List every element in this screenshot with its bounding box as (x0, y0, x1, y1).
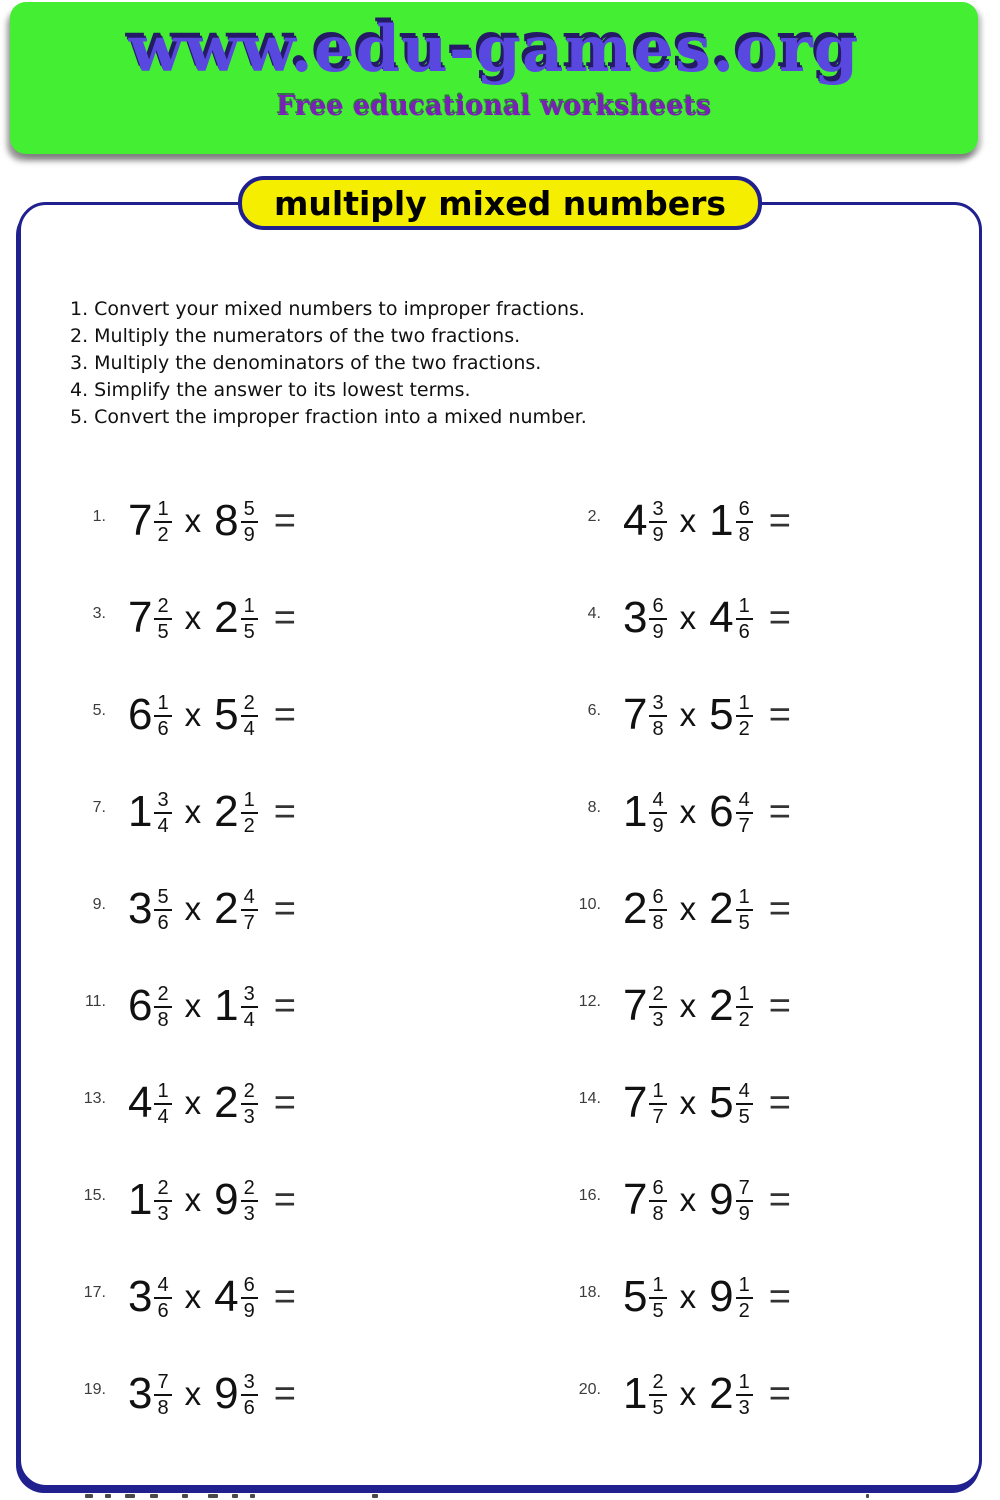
equals-sign: = (273, 790, 296, 833)
denominator-1: 5 (652, 1299, 664, 1322)
fraction-2 (736, 790, 753, 836)
numerator-1: 2 (154, 1178, 171, 1202)
whole-number-1: 2 (623, 883, 648, 933)
equals-sign: = (273, 596, 296, 639)
site-title: www.edu-games.org (128, 12, 860, 87)
numerator-1: 4 (649, 790, 666, 814)
multiply-operator: x (679, 599, 697, 636)
numerator-2: 6 (241, 1275, 258, 1299)
denominator-2: 4 (243, 1008, 255, 1031)
denominator-2: 9 (243, 523, 255, 546)
fraction-1 (649, 596, 666, 642)
fraction-2 (736, 596, 753, 642)
multiply-operator: x (184, 1084, 202, 1121)
denominator-1: 9 (652, 620, 664, 643)
numerator-1: 5 (154, 887, 171, 911)
problem-number: 12. (578, 992, 601, 1010)
multiply-operator: x (679, 696, 697, 733)
fraction-2 (736, 984, 753, 1030)
problem-expression (128, 786, 296, 837)
problem-number: 3. (92, 604, 106, 622)
numerator-1: 1 (649, 1275, 666, 1299)
denominator-1: 8 (652, 1202, 664, 1225)
fraction-1 (649, 1275, 666, 1321)
fraction-2 (241, 1372, 258, 1418)
fraction-2 (241, 887, 258, 933)
fraction-1 (154, 984, 171, 1030)
denominator-2: 3 (243, 1105, 255, 1128)
multiply-operator: x (184, 890, 202, 927)
denominator-1: 2 (157, 523, 169, 546)
problem-number: 20. (578, 1380, 601, 1398)
problem-row (60, 1054, 515, 1151)
whole-number-2: 6 (709, 786, 734, 836)
numerator-2: 1 (241, 596, 258, 620)
denominator-1: 8 (157, 1396, 169, 1419)
fraction-1 (154, 596, 171, 642)
denominator-2: 3 (738, 1396, 750, 1419)
problem-number: 2. (587, 507, 601, 525)
problem-number: 13. (83, 1089, 106, 1107)
numerator-2: 1 (736, 596, 753, 620)
problem-number: 16. (578, 1186, 601, 1204)
numerator-1: 1 (649, 1081, 666, 1105)
whole-number-1: 4 (623, 495, 648, 545)
whole-number-1: 1 (128, 786, 153, 836)
problem-expression (623, 689, 791, 740)
problem-number: 4. (587, 604, 601, 622)
whole-number-1: 7 (623, 980, 648, 1030)
denominator-1: 4 (157, 1105, 169, 1128)
numerator-2: 6 (736, 499, 753, 523)
fraction-2 (241, 1178, 258, 1224)
fraction-2 (241, 1081, 258, 1127)
instruction-step: 5. Convert the improper fraction into a mixed number. (70, 406, 587, 428)
whole-number-2: 4 (709, 592, 734, 642)
whole-number-1: 3 (128, 883, 153, 933)
problem-row (60, 860, 515, 957)
problem-row (515, 472, 950, 569)
footer-cropped-text (0, 1493, 1000, 1500)
fraction-1 (154, 1275, 171, 1321)
whole-number-2: 9 (709, 1174, 734, 1224)
whole-number-1: 3 (128, 1271, 153, 1321)
whole-number-1: 3 (623, 592, 648, 642)
problem-row (515, 1248, 950, 1345)
denominator-1: 3 (157, 1202, 169, 1225)
problem-row (60, 763, 515, 860)
numerator-2: 3 (241, 1372, 258, 1396)
numerator-2: 1 (736, 984, 753, 1008)
denominator-2: 2 (738, 1008, 750, 1031)
denominator-1: 9 (652, 523, 664, 546)
denominator-2: 7 (243, 911, 255, 934)
multiply-operator: x (679, 1278, 697, 1315)
equals-sign: = (273, 984, 296, 1027)
fraction-1 (649, 984, 666, 1030)
fraction-2 (241, 596, 258, 642)
equals-sign: = (768, 596, 791, 639)
whole-number-1: 7 (128, 592, 153, 642)
fraction-1 (649, 887, 666, 933)
fraction-1 (154, 1178, 171, 1224)
problem-expression (623, 883, 791, 934)
whole-number-2: 2 (709, 883, 734, 933)
multiply-operator: x (184, 987, 202, 1024)
multiply-operator: x (679, 987, 697, 1024)
whole-number-2: 5 (214, 689, 239, 739)
problem-expression (128, 883, 296, 934)
fraction-2 (736, 1372, 753, 1418)
numerator-1: 2 (649, 1372, 666, 1396)
numerator-1: 1 (154, 693, 171, 717)
multiply-operator: x (679, 1181, 697, 1218)
equals-sign: = (768, 984, 791, 1027)
denominator-2: 5 (738, 1105, 750, 1128)
equals-sign: = (768, 1081, 791, 1124)
fraction-1 (649, 693, 666, 739)
problem-expression (128, 689, 296, 740)
problem-row (515, 569, 950, 666)
whole-number-2: 2 (214, 1077, 239, 1127)
numerator-1: 1 (154, 1081, 171, 1105)
fraction-1 (649, 1178, 666, 1224)
numerator-2: 7 (736, 1178, 753, 1202)
numerator-1: 3 (649, 693, 666, 717)
multiply-operator: x (184, 1375, 202, 1412)
problem-row (515, 1345, 950, 1442)
whole-number-1: 4 (128, 1077, 153, 1127)
numerator-1: 1 (154, 499, 171, 523)
problem-number: 19. (83, 1380, 106, 1398)
numerator-1: 7 (154, 1372, 171, 1396)
multiply-operator: x (184, 696, 202, 733)
multiply-operator: x (184, 1181, 202, 1218)
equals-sign: = (273, 1372, 296, 1415)
whole-number-2: 9 (214, 1174, 239, 1224)
numerator-2: 1 (736, 1275, 753, 1299)
problem-expression (128, 495, 296, 546)
denominator-2: 8 (738, 523, 750, 546)
denominator-2: 2 (243, 814, 255, 837)
fraction-2 (736, 1275, 753, 1321)
fraction-2 (241, 693, 258, 739)
numerator-1: 6 (649, 887, 666, 911)
numerator-1: 6 (649, 1178, 666, 1202)
problem-row (60, 1345, 515, 1442)
denominator-1: 9 (652, 814, 664, 837)
whole-number-1: 3 (128, 1368, 153, 1418)
problem-expression (623, 1368, 791, 1419)
denominator-2: 9 (243, 1299, 255, 1322)
fraction-1 (649, 790, 666, 836)
numerator-2: 4 (241, 887, 258, 911)
whole-number-2: 8 (214, 495, 239, 545)
instructions-list (70, 296, 587, 431)
problem-number: 11. (84, 992, 106, 1010)
whole-number-2: 2 (214, 883, 239, 933)
numerator-1: 4 (154, 1275, 171, 1299)
site-tagline: Free educational worksheets (276, 91, 712, 122)
instruction-step: 1. Convert your mixed numbers to improper fractions. (70, 298, 585, 320)
denominator-2: 2 (738, 1299, 750, 1322)
numerator-2: 2 (241, 1178, 258, 1202)
denominator-1: 8 (652, 717, 664, 740)
whole-number-1: 7 (623, 689, 648, 739)
problem-expression (623, 786, 791, 837)
whole-number-2: 2 (214, 786, 239, 836)
equals-sign: = (273, 499, 296, 542)
fraction-2 (241, 984, 258, 1030)
problem-row (60, 957, 515, 1054)
fraction-1 (154, 887, 171, 933)
problem-number: 10. (578, 895, 601, 913)
denominator-2: 4 (243, 717, 255, 740)
denominator-1: 6 (157, 1299, 169, 1322)
numerator-2: 3 (241, 984, 258, 1008)
numerator-2: 4 (736, 790, 753, 814)
numerator-1: 2 (154, 984, 171, 1008)
problem-row (515, 957, 950, 1054)
problem-expression (128, 1174, 296, 1225)
problem-number: 9. (92, 895, 106, 913)
equals-sign: = (273, 1275, 296, 1318)
multiply-operator: x (679, 890, 697, 927)
whole-number-1: 1 (623, 786, 648, 836)
problem-expression (623, 1174, 791, 1225)
problem-number: 7. (92, 798, 106, 816)
denominator-1: 3 (652, 1008, 664, 1031)
numerator-2: 1 (241, 790, 258, 814)
denominator-1: 7 (652, 1105, 664, 1128)
problem-number: 18. (578, 1283, 601, 1301)
whole-number-1: 5 (623, 1271, 648, 1321)
problem-expression (623, 1077, 791, 1128)
numerator-2: 1 (736, 693, 753, 717)
fraction-1 (154, 693, 171, 739)
denominator-1: 4 (157, 814, 169, 837)
whole-number-1: 7 (128, 495, 153, 545)
problem-number: 14. (578, 1089, 601, 1107)
problem-expression (128, 1271, 296, 1322)
numerator-1: 6 (649, 596, 666, 620)
fraction-2 (736, 887, 753, 933)
problem-row (515, 1151, 950, 1248)
whole-number-2: 9 (214, 1368, 239, 1418)
numerator-2: 2 (241, 1081, 258, 1105)
fraction-2 (736, 1081, 753, 1127)
numerator-2: 1 (736, 1372, 753, 1396)
problem-expression (128, 1368, 296, 1419)
fraction-2 (241, 790, 258, 836)
numerator-1: 2 (154, 596, 171, 620)
problem-row (515, 1054, 950, 1151)
denominator-1: 5 (652, 1396, 664, 1419)
whole-number-2: 5 (709, 1077, 734, 1127)
fraction-1 (649, 1372, 666, 1418)
fraction-1 (649, 499, 666, 545)
instruction-step: 4. Simplify the answer to its lowest terms. (70, 379, 471, 401)
problem-number: 1. (92, 507, 106, 525)
whole-number-2: 2 (709, 980, 734, 1030)
numerator-1: 3 (649, 499, 666, 523)
problem-row (515, 666, 950, 763)
multiply-operator: x (679, 502, 697, 539)
denominator-1: 8 (157, 1008, 169, 1031)
problem-row (60, 666, 515, 763)
numerator-1: 3 (154, 790, 171, 814)
whole-number-2: 5 (709, 689, 734, 739)
fraction-2 (241, 1275, 258, 1321)
equals-sign: = (768, 1275, 791, 1318)
problem-number: 6. (587, 701, 601, 719)
problem-number: 15. (83, 1186, 106, 1204)
numerator-2: 5 (241, 499, 258, 523)
problem-row (515, 763, 950, 860)
denominator-2: 7 (738, 814, 750, 837)
denominator-2: 6 (738, 620, 750, 643)
equals-sign: = (768, 887, 791, 930)
problem-row (60, 569, 515, 666)
denominator-2: 2 (738, 717, 750, 740)
site-banner (10, 2, 978, 154)
whole-number-1: 7 (623, 1174, 648, 1224)
equals-sign: = (768, 1372, 791, 1415)
denominator-2: 5 (738, 911, 750, 934)
whole-number-2: 2 (709, 1368, 734, 1418)
equals-sign: = (768, 1178, 791, 1221)
multiply-operator: x (184, 1278, 202, 1315)
problem-expression (128, 980, 296, 1031)
equals-sign: = (273, 1081, 296, 1124)
fraction-1 (154, 1372, 171, 1418)
fraction-2 (736, 1178, 753, 1224)
multiply-operator: x (679, 793, 697, 830)
problem-expression (623, 592, 791, 643)
fraction-2 (736, 499, 753, 545)
problem-expression (128, 1077, 296, 1128)
whole-number-1: 6 (128, 689, 153, 739)
problem-number: 17. (83, 1283, 106, 1301)
denominator-2: 3 (243, 1202, 255, 1225)
instruction-step: 2. Multiply the numerators of the two fractions. (70, 325, 521, 347)
whole-number-2: 9 (709, 1271, 734, 1321)
whole-number-2: 1 (214, 980, 239, 1030)
problem-row (515, 860, 950, 957)
whole-number-2: 1 (709, 495, 734, 545)
problem-row (60, 1248, 515, 1345)
equals-sign: = (273, 887, 296, 930)
equals-sign: = (273, 693, 296, 736)
denominator-2: 9 (738, 1202, 750, 1225)
fraction-1 (649, 1081, 666, 1127)
worksheet-title-pill (238, 176, 762, 230)
whole-number-1: 1 (623, 1368, 648, 1418)
equals-sign: = (768, 693, 791, 736)
denominator-1: 8 (652, 911, 664, 934)
equals-sign: = (768, 499, 791, 542)
fraction-1 (154, 499, 171, 545)
fraction-2 (736, 693, 753, 739)
multiply-operator: x (184, 502, 202, 539)
equals-sign: = (768, 790, 791, 833)
problem-number: 8. (587, 798, 601, 816)
numerator-1: 2 (649, 984, 666, 1008)
multiply-operator: x (679, 1375, 697, 1412)
problem-expression (623, 1271, 791, 1322)
denominator-2: 6 (243, 1396, 255, 1419)
problem-number: 5. (92, 701, 106, 719)
numerator-2: 4 (736, 1081, 753, 1105)
multiply-operator: x (184, 599, 202, 636)
denominator-1: 5 (157, 620, 169, 643)
fraction-2 (241, 499, 258, 545)
problem-expression (128, 592, 296, 643)
numerator-2: 1 (736, 887, 753, 911)
multiply-operator: x (679, 1084, 697, 1121)
problem-row (60, 1151, 515, 1248)
worksheet-title: multiply mixed numbers (274, 183, 726, 223)
denominator-2: 5 (243, 620, 255, 643)
problem-expression (623, 980, 791, 1031)
whole-number-1: 7 (623, 1077, 648, 1127)
denominator-1: 6 (157, 717, 169, 740)
whole-number-2: 2 (214, 592, 239, 642)
fraction-1 (154, 1081, 171, 1127)
problem-row (60, 472, 515, 569)
multiply-operator: x (184, 793, 202, 830)
equals-sign: = (273, 1178, 296, 1221)
whole-number-1: 6 (128, 980, 153, 1030)
instruction-step: 3. Multiply the denominators of the two fractions. (70, 352, 542, 374)
whole-number-1: 1 (128, 1174, 153, 1224)
problems-grid (60, 472, 950, 1442)
numerator-2: 2 (241, 693, 258, 717)
whole-number-2: 4 (214, 1271, 239, 1321)
problem-expression (623, 495, 791, 546)
denominator-1: 6 (157, 911, 169, 934)
fraction-1 (154, 790, 171, 836)
